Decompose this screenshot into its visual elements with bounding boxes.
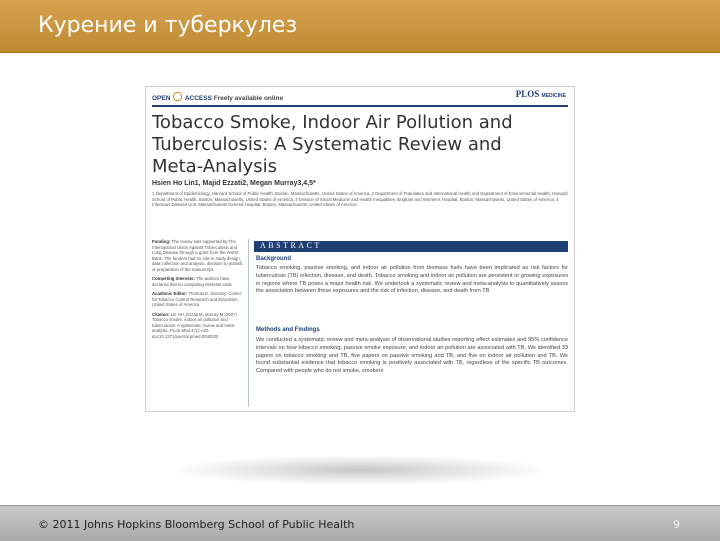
abstract-banner [254, 241, 568, 252]
article-title: Tobacco Smoke, Indoor Air Pollution and Tuberculosis: A Systematic Review and Meta-Analysis [152, 112, 513, 177]
slide-title: Курение и туберкулез [38, 13, 298, 38]
slide-content [0, 53, 720, 505]
editor-block [152, 291, 248, 308]
journal-logo [516, 89, 566, 99]
article-screenshot [145, 86, 575, 412]
paper-shadow [170, 455, 550, 485]
journal-sub: MEDICINE [541, 93, 566, 99]
editor-text: Thomas E. Novotny, Center for Tobacco Control Research and Education, United States of America [152, 291, 242, 307]
copyright-text: © 2011 Johns Hopkins Bloomberg School of Public Health [38, 518, 355, 531]
editor-label: Academic Editor: [152, 291, 188, 296]
slide-title-bar [0, 0, 720, 53]
citation-label: Citation: [152, 311, 170, 317]
methods-text: We conducted a systematic review and meta-analysis of observational studies reporting effect estimates and 95% confidence intervals on how tobacco smoking, passive smoke exposure, and indoor air pollution are associated with TB. We identified 33 papers on tobacco smoking and TB, five papers on passive smoking and TB, and five on indoor air pollution and TB. We found substantial evidence that tobacco smoking is positively associated with TB, regardless of the specific TB outcomes. Compared with people who do not smoke, smokers [256, 337, 568, 375]
funding-block [152, 239, 248, 272]
journal-brand: PLOS [515, 89, 540, 99]
background-heading: Background [256, 256, 292, 262]
article-authors: Hsien Ho Lin1, Majid Ezzati2, Megan Murray3,4,5* [152, 180, 316, 187]
open-access-label [152, 92, 283, 102]
competing-block [152, 276, 248, 287]
abstract-label: ABSTRACT [260, 241, 322, 250]
access-label: ACCESS [184, 95, 212, 102]
open-access-lock-icon [173, 92, 182, 101]
funding-label: Funding: [152, 239, 171, 244]
article-sidebar [152, 239, 249, 407]
methods-heading: Methods and Findings [256, 327, 320, 333]
open-label: OPEN [152, 95, 171, 102]
page-number: 9 [673, 518, 680, 531]
competing-label: Competing Interests: [152, 276, 195, 281]
slide-footer [0, 505, 720, 541]
background-text: Tobacco smoking, passive smoking, and indoor air pollution from biomass fuels have been implicated as risk factors for tuberculosis (TB) infection, disease, and death. Tobacco smoking and indoor air pollution are persistent or growing exposures in regions where TB poses a major health risk. We undertook a systematic review and meta-analysis to quantitatively assess the association between these exposures and the risk of infection, disease, and death from TB. [256, 265, 568, 295]
competing-text: The authors have declared that no competing interests exist. [152, 276, 233, 287]
availability-label: Freely available online [213, 95, 284, 102]
funding-text: The review was supported by The International Union Against Tuberculosis and Lung Disease through a grant from the World Bank. The funders had no role in study design, data collection and analysis, decision to publish, or preparation of the manuscript. [152, 239, 244, 272]
article-affiliations: 1 Department of Epidemiology, Harvard School of Public Health, Boston, Massachusetts, United States of America, 2 Department of Population and International Health and Department of Environmental Health, Harvard School of Public Health, Boston, Massachusetts, United States of America, 3 Division of Social Medicine and Health Inequalities, Brigham and Women's Hospital, Boston, Massachusetts, United States of America, 4 Infectious Disease Unit, Massachusetts General Hospital, Boston, Massachusetts, United States of America [152, 191, 568, 208]
citation-text: Lin HH, Ezzati M, Murray M (2007) Tobacco smoke, indoor air pollution and tuberculosis: A systematic review and meta-analysis. PLoS Med 4(1): e20. doi:10.1371/journal.pmed.0040020 [152, 311, 237, 339]
citation-block [152, 312, 248, 340]
